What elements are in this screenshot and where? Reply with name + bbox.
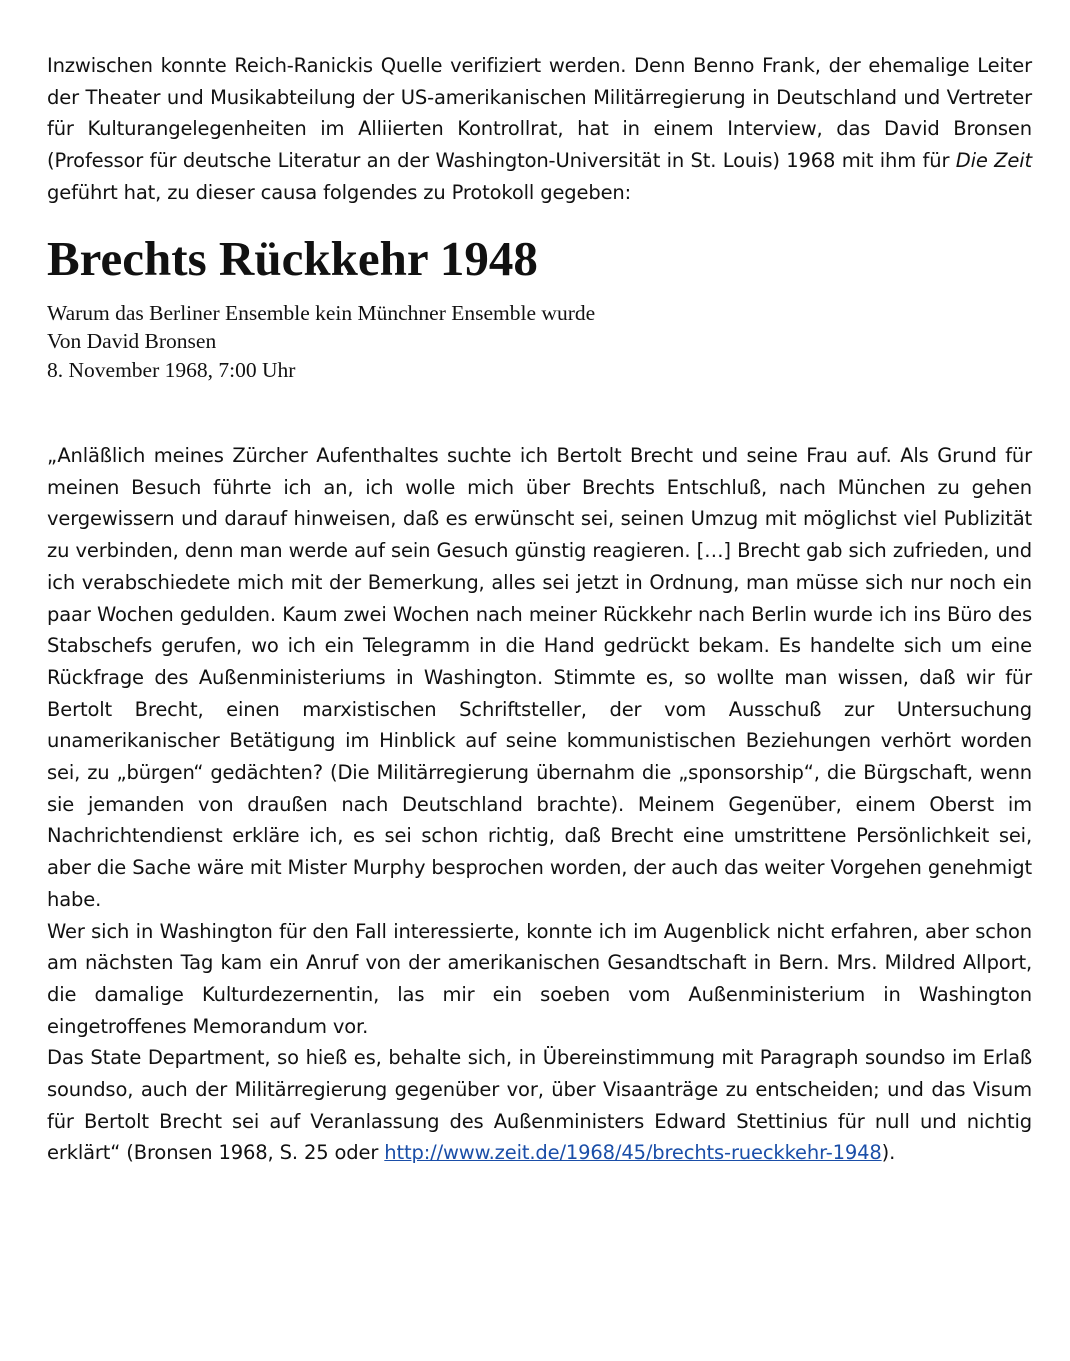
intro-text-end: geführt hat, zu dieser causa folgendes zu Protokoll gegeben: bbox=[47, 180, 632, 204]
newspaper-name: Die Zeit bbox=[955, 149, 1032, 173]
quote-block bbox=[47, 440, 1032, 1169]
quote-paragraph-3-text: Das State Department, so hieß es, behalte sich, in Übereinstimmung mit Paragraph soundso im Erlaß soundso, auch der Militärregierung gegenüber vor, über Visaanträge zu entscheiden; und das Visum für Bertolt Brecht sei auf Veranlassung des Außenministers Edward Stettinius für null und nichtig erklärt“ (Bronsen 1968, S. 25 oder bbox=[47, 1046, 1032, 1165]
intro-text: Inzwischen konnte Reich-Ranickis Quelle verifiziert werden. Denn Benno Frank, der ehemalige Leiter der Theater und Musikabteilung der US-amerikanischen Militärregierung in Deutschland und Vertreter für Kulturangelegenheiten im Alliierten Kontrollrat, hat in einem Interview, das David Bronsen (Professor für deutsche Literatur an der Washington-Universität in St. Louis) 1968 mit ihm für bbox=[47, 54, 1032, 173]
quote-paragraph-3 bbox=[47, 1042, 1032, 1169]
article-byline: Von David Bronsen bbox=[47, 329, 217, 354]
article-date: 8. November 1968, 7:00 Uhr bbox=[47, 357, 296, 382]
quote-paragraph-2: Wer sich in Washington für den Fall interessierte, konnte ich im Augenblick nicht erfahren, aber schon am nächsten Tag kam ein Anruf von der amerikanischen Gesandtschaft in Bern. Mrs. Mildred Allport, die damalige Kulturdezernentin, las mir ein soeben vom Außenministerium in Washington eingetroffenes Memorandum vor. bbox=[47, 919, 1032, 1038]
quote-paragraph-3-end: ). bbox=[881, 1141, 896, 1165]
document-page bbox=[47, 50, 1032, 1169]
article-title: Brechts Rückkehr 1948 bbox=[47, 230, 538, 286]
article-subtitle: Warum das Berliner Ensemble kein Münchner Ensemble wurde bbox=[47, 300, 596, 325]
source-link[interactable]: http://www.zeit.de/1968/45/brechts-rueckkehr-1948 bbox=[384, 1141, 882, 1165]
intro-paragraph bbox=[47, 50, 1032, 209]
article-meta bbox=[47, 299, 1032, 385]
quote-paragraph-1: „Anläßlich meines Zürcher Aufenthaltes suchte ich Bertolt Brecht und seine Frau auf. Als Grund für meinen Besuch führte ich an, ich wolle mich über Brechts Entschluß, nach München zu gehen vergewissern und darauf hinweisen, daß es erwünscht sei, seinen Umzug mit möglichst viel Publizität zu verbinden, denn man werde auf sein Gesuch günstig reagieren. […] Brecht gab sich zufrieden, und ich verabschiedete mich mit der Bemerkung, alles sei jetzt in Ordnung, man müsse sich nur noch ein paar Wochen gedulden. Kaum zwei Wochen nach meiner Rückkehr nach Berlin wurde ich ins Büro des Stabschefs gerufen, wo ich ein Telegramm in die Hand gedrückt bekam. Es handelte sich um eine Rückfrage des Außenministeriums in Washington. Stimmte es, so wollte man wissen, daß wir für Bertolt Brecht, einen marxistischen Schriftsteller, der vom Ausschuß zur Untersuchung unamerikanischer Betätigung im Hinblick auf seine kommunistischen Beziehungen verhört worden sei, zu „bürgen“ gedächten? (Die Militärregierung übernahm die „sponsorship“, die Bürgschaft, wenn sie jemanden von draußen nach Deutschland brachte). Meinem Gegenüber, einem Oberst im Nachrichtendienst erkläre ich, es sei schon richtig, daß Brecht eine umstrittene Persönlichkeit sei, aber die Sache wäre mit Mister Murphy besprochen worden, der auch das weiter Vorgehen genehmigt habe. bbox=[47, 444, 1032, 911]
